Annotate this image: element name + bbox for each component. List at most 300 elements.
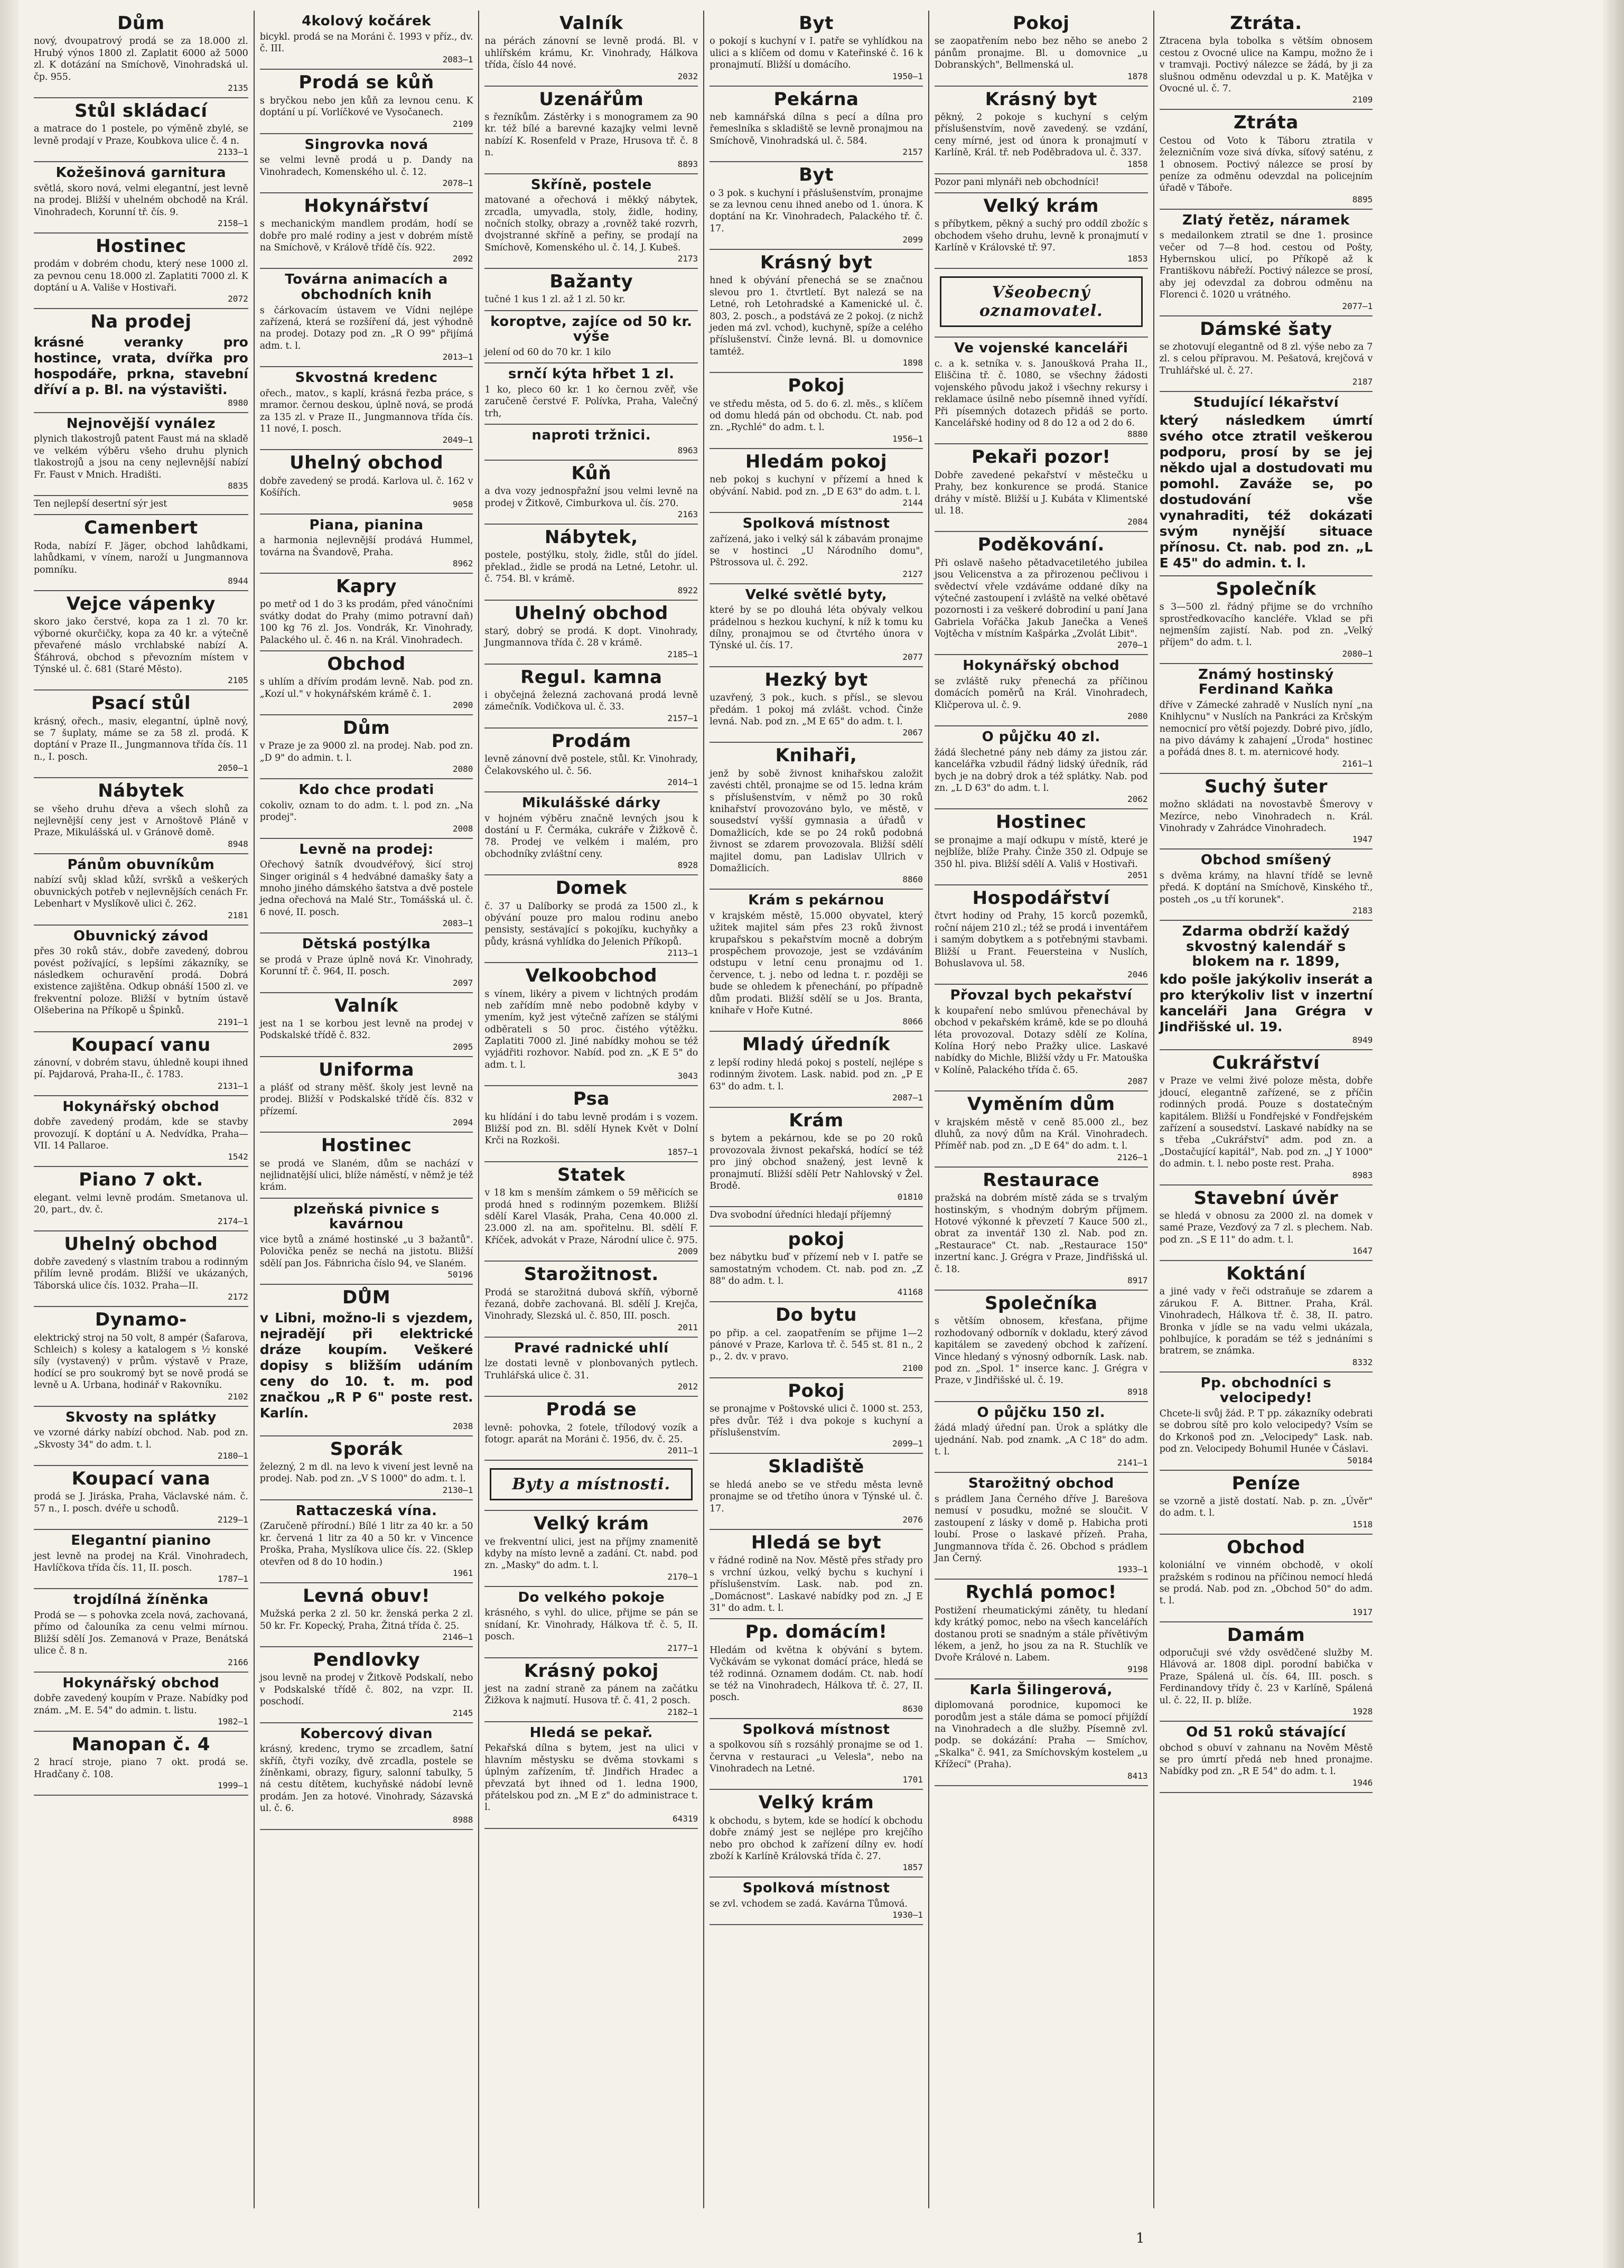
classified-ad [34,98,248,162]
ad-text: s 3—500 zl. řádný přijme se do vrchního sprostředkovacího kancléře. Vklad se při nejmenším zajistí. Nab. pod zn. „Velký příjem" do adm. t. l. [1159,602,1373,648]
ad-heading: Do velkého pokoje [518,1589,665,1606]
ad-text: hned k obývání přenechá se se značnou slevou pro 1. čtvrtletí. Byt nalezá se na Letné, roh Letohradské a Kamenické ul. č. 803, 2. posch., a podstává ze 2 pokoj. (z nichž jeden má zvl. vchod), kuchyně, spíže a celého příslušenství. Činže levná. Bl. u domovnice tamtéž. [710,275,923,357]
ad-heading: Domek [555,878,627,899]
ad-heading: Prodá se [546,1399,637,1421]
ad-heading: Dům [342,717,390,739]
ad-reference-number: 8895 [1352,194,1373,204]
ad-heading: Suchý šuter [1204,776,1328,797]
page-number: 1 [1136,2230,1145,2246]
ad-text: pěkný, 2 pokoje s kuchyní s celým příslušenstvím, nově zavedený. se vzdání, ceny mírné, jest od února k pronajmutí v Karlíně, Král. tř. neb Poděbradova ul. č. 337. [934,111,1148,158]
ad-heading: Hokynářský obchod [62,1098,220,1115]
ad-reference-number: 2014—1 [667,777,698,788]
ad-reference-number: 2105 [228,675,248,686]
classified-ad [34,515,248,591]
ad-text: zánovní, v dobrém stavu, úhledně koupi ihned pí. Pajdarová, Praha-II., č. 1783. [34,1057,248,1080]
classified-ad [484,729,698,792]
classified-ad [34,1307,248,1406]
classified-ad [34,1466,248,1530]
ad-heading: Uzenářům [539,88,644,110]
ad-text: Hledám od května k obývání s bytem. Vyčkávám se vykonat domácí práce, hledá se též rodinná. Oznamem dodám. Ct. nab. hodí se též na Vinohradech, Hálkova tř. č. 27, II. posch. [710,1645,923,1703]
ad-text: Ořechový šatník dvoudvéřový, šicí stroj Singer originál s 4 hedvábné damašky šaty a mnoho jiného dámského šatstva a dvě postele jedna ořechová na Malé Str., Tomášská ul. č. 6 nové, II. posch. [259,860,473,918]
classified-ad [484,1338,698,1397]
ad-heading: Hledám pokoj [745,451,888,472]
ad-heading: Byt [799,13,834,34]
classified-ad [484,1461,698,1511]
ad-heading: Rattaczeská vína. [295,1502,437,1519]
ad-reference-number: 2077—1 [1342,301,1373,311]
ad-bold-text: v Libni, možno-li s vjezdem, nejradějí při elektrické dráze koupím. Veškeré dopisy s bližším udáním ceny do 10. t. m. pod značkou „R P 6" poste rest. Karlín. [259,1310,473,1421]
classified-ad [935,985,1148,1091]
ad-reference-number: 41168 [897,1287,923,1298]
ad-heading: Známý hostinský Ferdinand Kaňka [1198,666,1334,698]
classified-ad [260,1057,473,1133]
classified-ad [260,1199,473,1285]
classified-ad [710,890,923,1032]
ad-reference-number: 2050—1 [217,763,248,773]
classified-ad [484,363,698,425]
classified-ad [34,1589,248,1672]
classified-ad [1160,210,1373,316]
classified-ad [935,1291,1148,1402]
ad-reference-number: 1898 [902,358,923,368]
ad-heading: Vyměním dům [967,1094,1115,1115]
page-right-edge [1603,0,1624,2268]
ad-reference-number: 2183 [1352,906,1373,916]
ad-heading: Bažanty [549,271,633,293]
ad-reference-number: 8630 [902,1703,923,1714]
ad-heading: Uhelný obchod [290,452,444,474]
ad-heading: 4kolový kočárek [302,13,432,29]
ad-text: Chcete-li svůj žád. P. T pp. zákazníky odebrati se dobrou sítě pro kolo velocipedy? Vsím se do Krkonoš pod zn. „Velocipedy" Lask. nab. pod zn. Velocipedy Bohumil Hunée v Čáslavi. [1159,1408,1373,1455]
ad-reference-number: 2038 [452,1421,473,1431]
ad-text: plynich tlakostrojů patent Faust má na skladě ve velkém výběru všeho druhu plynich tlakostrojů a jsou na ceny nejlevnější nabízí Fr. Faust v Mnich. Hradišti. [34,434,248,480]
ad-heading: Továrna animacích a obchodních knih [285,272,448,303]
ad-text: se pronajme v Poštovské ulici č. 1000 st. 253, přes dvůr. Též i dva pokoje s kuchyní a příslušenstvím. [710,1404,923,1439]
ad-text: obchod s obuví v zahnanu na Nověm Městě se pro úmrtí předá neb hned pronajme. Nabídky pod zn. „R E 54" do adm. t. l. [1159,1742,1373,1777]
ad-text: a harmonia nejlevnější prodává Hummel, továrna na Švandově, Praha. [259,535,473,558]
ad-text: možno skládati na novostavbě Šmerovy v Mezírce, nebo Vinohradech n. Král. Vinohrady v Zahrádce Vinohradech. [1159,799,1373,834]
ad-reference-number: 2080 [1127,711,1148,722]
ad-text: se zaopatřením nebo bez něho se anebo 2 pánům pronajme. Bl. u domovnice „u Dobranských", Bellmenská ul. [934,36,1148,71]
ad-text: které by se po dlouhá léta obývaly velkou prádelnou s hezkou kuchyní, k níž k tomu ku dílny, pronajmou se od čtvrtého února v Týnské ul. čís. 17. [710,605,923,651]
ad-heading: Statek [557,1164,626,1186]
ad-heading: Nábytek [98,780,184,802]
ad-heading: Manopan č. 4 [71,1733,210,1755]
classified-ad [260,934,473,993]
ad-text: s prádlem Jana Černého dříve J. Barešova nemusí v posudku, možné se sloučit. V zastoupení z lásky v domě p. Habicha proti loubí. Prose o laskavé přízeň. Praha, Jungmannova třída č. 26. Obchod s prádlem Jan Černý. [934,1494,1148,1564]
ad-text: v Praze ve velmi živé poloze města, dobře jdoucí, elegantně zařízené, se z příčin rodinných prodá. Pouze s dostatečným kapitálem. Bližší u Fondřejské v Fondřejském zařízení a sousedství. Laskavé nabídky na se s třeba „Cukrářství" adm. pod zn. a „Dostačující kapitál", Nab. pod zn. „J Y 1000" do admin. t. l. nebo poste rest. Praha. [1159,1076,1373,1170]
classified-ad [1160,1535,1373,1622]
ad-heading: Psací stůl [91,693,191,714]
ad-text: žádá šlechetné pány neb dámy za jistou zár. kancelářka vzbudil řádný lidský úředník, rád bych je na dobrý drok a též splátky. Nab. pod zn. „L D 63" do adm. t. l. [934,747,1148,794]
classified-ad [1160,1471,1373,1535]
classified-ad [260,779,473,838]
ad-reference-number: 2161—1 [1342,758,1373,769]
classified-ad [484,1722,698,1829]
ad-heading: Cukrářství [1212,1052,1320,1074]
ad-heading: Přovzal bych pekařství [950,987,1132,1004]
ad-heading: Společník [1216,578,1317,600]
ad-text: ve frekventní ulici, jest na příjmy znamenitě kdyby na místo levně a zadání. Ct. nabd. pod zn. „Masky" do adm. t. l. [484,1536,698,1571]
classified-columns [29,11,1603,2208]
ad-reference-number: 2113—1 [667,948,698,958]
classified-ad [484,1162,698,1262]
ad-reference-number: 8922 [677,585,698,595]
page-left-edge [0,0,19,2268]
ad-heading: pokoj [788,1228,845,1250]
ad-heading: koroptve, zajíce od 50 kr. výše [490,313,693,345]
classified-ad [710,1108,923,1207]
ad-text: skoro jako čerstvé, kopa za 1 zl. 70 kr. výborné okurčičky, kopa za 40 kr. a výtečně převařené máslo vrchlabské nabízí A. Šťáhrová, obchod s převozním místem v Týnské ul. č. 681 (Staré Město). [34,617,248,675]
ad-reference-number: 2163 [677,509,698,519]
classified-ad [34,496,248,515]
ad-text: Prodá se — s pohovka zcela nová, zachovaná, přímo od čalouníka za cenu velmi mírnou. Bližší sdělí Jos. Zemanová v Praze, Benátská ulice č. 8 n. [34,1610,248,1657]
ad-text: k koupaření nebo smlúvou přenechával by obchod v pekařském krámě, kde se po dlouhá léta provozoval. Dotazy sdělí ze Kolína, Kolína Horý nebo Pražky ulice. Laskavé nabídky do Michle, Bližší vždy u Fr. Matouška v Kolíně, Palackého třída č. 65. [934,1005,1148,1076]
ad-heading: Hezký byt [764,669,868,690]
ad-reference-number: 2032 [677,71,698,81]
classified-ad [484,525,698,601]
ad-text: dříve v Zámecké zahradě v Nuslích nyní „na Knihlycnu" v Nuslích na Pankráci za Krčským nemocnicí pro větší pojezdy. Dobré pivo, jídlo, na pivo dávámy k zahajení „Úroda" hostinec a pořádá dnes 8. t. m. aternicové hody. [1159,699,1373,758]
ad-heading: Obchod smíšený [1200,852,1332,869]
ad-heading: srnčí kýta hřbet 1 zl. [508,366,675,382]
classified-ad [1160,921,1373,1050]
ad-text: se hledá v obnosu za 2000 zl. na domek v samé Praze, Vezďový za 7 zl. s plechem. Nab. pod zn. „S E 11" do adm. t. l. [1159,1210,1373,1245]
ad-heading: Krám [789,1110,844,1131]
ad-heading: Vejce vápenky [66,593,216,614]
ad-text: dobře zavedený prodám, kde se stavby provozují. K doptání u A. Nedvídka, Praha—VII. 14 Pallaroe. [34,1117,248,1152]
ad-reference-number: 2099 [902,235,923,245]
ad-text: Dobře zavedené pekařství v městečku u Prahy, bez konkurence se prodá. Stanice dráhy v místě. Bližší u J. Kubáta v Klimentské ul. 18. [934,470,1148,516]
ad-text: prodá se J. Jiráska, Praha, Václavské nám. č. 57 n., I. posch. dvéře u schodů. [34,1491,248,1514]
classified-ad [34,162,248,234]
ad-text: s medailonkem ztratil se dne 1. prosince večer od 7—8 hod. cestou od Pošty, Hybernskou ulicí, po Příkopě až k Františkovu nábřeží. Poctivý nálezce se prosí, aby jej odevzdal za dobrou odměnu na Florenci č. 1020 u vrátného. [1159,230,1373,301]
classified-ad [484,87,698,174]
ad-reference-number: 1647 [1352,1246,1373,1256]
classified-ad [1160,1186,1373,1262]
ad-text: uzavřený, 3 pok., kuch. s přísl., se slevou předám. 1 pokoj má zvlášt. vchod. Činže levná. Nab. pod zn. „M E 65" do adm. t. l. [710,693,923,727]
classified-ad [710,1719,923,1790]
classified-ad [260,715,473,779]
ad-reference-number: 2011 [677,1322,698,1332]
classified-ad [260,134,473,193]
classified-ad [484,792,698,875]
ad-text: i obyčejná železná zachovaná prodá levně zámečník. Vodičkova ul. č. 33. [484,690,698,713]
ad-text: přes 30 roků stáv., dobře zavedený, dobrou povést požívající, s lepšími zákazníky, se následkem ochuravění prodá. Dobrá existence zajištěna. Odkup obnáší 1500 zl. ve frekventní poloze. Bližší v bytním ústavě Olšeberina na Příkopě u Špinků. [34,946,248,1016]
classified-ad [935,1679,1148,1786]
ad-text: postele, postýlku, stoly, židle, stůl do jídel. překlad., židle se prodá na Letné, Letohr. ul. č. 754. Bl. v krámě. [484,550,698,585]
ad-reference-number: 2087—1 [892,1093,923,1103]
classified-ad [710,743,923,890]
ad-text: s vínem, likéry a pivem v lichtných prodám neb zařídím mně nebo podobně kdyby v ymením, kyž jest výtečně zařízen se stálými odběrateli s 50 proc. čistého výtěžku. Zaplatiti 7000 zl. Jiné nabídky mohou se též vyjádřiti rozhovor. Nabíd. pod zn. „K E 5" do adm. t. l. [484,988,698,1070]
ad-text: jelení od 60 do 70 kr. 1 kilo [484,347,611,358]
ad-text: s dvěma krámy, na hlavní třídě se levně předá. K doptání na Smíchově, Kinského tř., posteh „os „u tří korunek". [1159,871,1373,905]
ad-text: se zvláště ruky přenechá za příčinou domácích poměrů na Král. Vinohradech, Kličperova ul. č. 9. [934,676,1148,711]
ad-text: bicykl. prodá se na Moráni č. 1993 v příz., dv. č. III. [259,31,473,54]
ad-text: odporučuji své vždy osvědčené služby M. Hlávová ar. 1808 dipl. porodní babička v Praze, Spálená ul. čís. 64, III. posch. s Ferdinandovy třídy č. 23 v Karlíně, Spálená ul. č. 22, II. p. blíže. [1159,1648,1373,1706]
ad-text: Pozor pani mlynáři neb obchodníci! [934,176,1099,188]
ad-heading: Krásný pokoj [524,1660,659,1682]
ad-text: v hojném výběru značně levných jsou k dostání u F. Čermáka, cukráře v Žižkově č. 78. Prodej ve velkém i malém, pro obchodníky zvláštní ceny. [484,813,698,860]
ad-text: vice bytů a známé hostinské „u 3 bažantů". Polovička peněz se nechá na jistotu. Bližší sdělí pan Jos. Fábnricha číslo 94, ve Slaném. [259,1235,473,1269]
ad-reference-number: 2135 [228,82,248,93]
classified-ad [935,532,1148,655]
classified-ad [484,174,698,269]
ad-reference-number: 2070—1 [1117,640,1148,650]
column-1 [29,11,254,2208]
classified-ad [484,1262,698,1338]
ad-heading: Ztráta [1234,112,1299,134]
ad-text: se prodá v Praze úplně nová Kr. Vinohrady, Korunní tř. č. 964, II. posch. [259,954,473,977]
ad-reference-number: 8880 [1127,429,1148,440]
classified-ad [260,70,473,134]
ad-text: se vzorně a jistě dostatí. Nab. p. zn. „Úvěr" do adm. t. l. [1159,1496,1373,1519]
ad-heading: Do bytu [776,1304,857,1326]
ad-text: jest levně na prodej na Král. Vinohradech, Havlíčkova třída čís. 11, II. posch. [34,1551,248,1574]
column-3 [478,11,703,2208]
ad-reference-number: 2062 [1127,794,1148,805]
ad-reference-number: 2174—1 [217,1216,248,1226]
ad-text: starý, dobrý se prodá. K dopt. Vinohrady, Jungmannova třída č. 28 v krámě. [484,626,698,649]
ad-text: levně: pohovka, 2 fotele, třílodový vozík a fotogr. aparát na Moráni č. 1956, dv. č. 25. [484,1422,698,1445]
classified-ad [260,450,473,514]
ad-heading: Uniforma [319,1059,414,1080]
ad-reference-number: 1853 [1127,254,1148,264]
classified-ad [1160,850,1373,921]
ad-text: v krajském městě v ceně 85.000 zl., bez dluhů, za nový dům na Král. Vinohradech. Příměř nab. pod zn. „D E 64" do adm. t. l. [934,1117,1148,1152]
ad-reference-number: 1787—1 [217,1574,248,1584]
ad-heading: Pp. domácím! [745,1621,888,1643]
ad-text: a jiné vady v řeči odstraňuje se zdarem a zárukou F. A. Bittner. Praha, Král. Vinohradech, Hálkova tř. č. 38, II. patro. Bronka v jídle se na vadu velmi ukázala, pohlbujíce, k poradám se též s jednáními s bratrem, se známka. [1159,1286,1373,1357]
classified-ad [484,1587,698,1658]
ad-heading: Damám [1227,1624,1305,1646]
classified-ad [260,1133,473,1199]
ad-text: 1 ko, pleco 60 kr. 1 ko černou zvěř, vše zaručeně čerstvé F. Polívka, Praha, Valečný trh, [484,385,698,419]
ad-heading: Pp. obchodníci s velocipedy! [1200,1375,1332,1406]
ad-heading: Stavební úvěr [1193,1187,1339,1209]
ad-reference-number: 2180—1 [217,1450,248,1461]
ad-heading: naproti tržnici. [531,427,651,444]
classified-ad [1160,1261,1373,1373]
ad-heading: Krásný byt [760,252,873,274]
classified-ad [484,1511,698,1587]
classified-ad [710,1530,923,1619]
classified-ad [935,1473,1148,1580]
classified-ad [34,1096,248,1168]
ad-heading: Uhelný obchod [514,602,668,624]
ad-text: o pokojí s kuchyní v I. patře se vyhlídkou na ulici a s klíčem od domu v Kateřinské č. 16 k pronajmutí. Bližší u domácího. [710,36,923,71]
classified-ad [1160,1050,1373,1186]
ad-text: Pekařská dílna s bytem, jest na ulici v hlavním městysku se dvěma stovkami s úplným zařízením, tř. Jindřich Hradec a převzatá byt ihned od 1. ledna 1900, přátelskou pod zn. „M E z" do administrace t. l. [484,1743,698,1813]
classified-ad [710,1032,923,1108]
ad-reference-number: 2095 [452,1041,473,1052]
ad-heading: Prodám [551,730,631,752]
ad-text: nabízí svůj sklad kůží, svršků a veškerých obuvnických potřeb v nejlevnějších cenách Fr. Lebenhart v Myslíkově ulici č. 262. [34,875,248,910]
ad-text: dobře zavedený s vlastním trabou a rodinným přilím levně prodám. Bližší ve ukázaných, Táborská ulice čís. 1032. Praha—II. [34,1257,248,1291]
ad-heading: Dům [117,13,165,34]
ad-heading: DŮM [342,1287,391,1309]
classified-ad [260,367,473,450]
ad-heading: Mladý úředník [742,1034,891,1056]
ad-text: ve středu města, od 5. do 6. zl. měs., s klíčem od domu hledá pán od obchodu. Ct. nab. pod zn. „Rychlé" do adm. t. l. [710,398,923,433]
ad-heading: Dámské šaty [1200,318,1332,340]
ad-heading: Karla Šilingerová, [969,1682,1113,1698]
ad-heading: Skříně, postele [530,176,652,193]
ad-heading: O půjčku 40 zl. [982,729,1100,745]
ad-heading: Mikulášské dárky [522,795,661,811]
ad-reference-number: 2078—1 [442,178,473,188]
classified-ad [260,1500,473,1583]
ad-text: se zhotovují elegantně od 8 zl. výše nebo za 7 zl. s celou přípravou. M. Pešatová, krejčová v Truhlářské ul. č. 27. [1159,342,1373,376]
classified-ad [260,1583,473,1647]
column-2 [254,11,479,2208]
ad-text: s uhlím a dřívím prodám levně. Nab. pod zn. „Kozí ul." v hokynářském krámě č. 1. [259,677,473,699]
classified-ad [260,993,473,1057]
ad-text: o 3 pok. s kuchyní i přáslušenstvím, pronajme se za levnou cenu ihned anebo od 1. února. K doptání na Kr. Vinohradech, Palackého tř. č. 17. [710,188,923,234]
classified-ad [260,1723,473,1830]
ad-reference-number: 8917 [1127,1275,1148,1285]
classified-ad [1160,1722,1373,1793]
ad-heading: Kobercový divan [300,1725,433,1742]
classified-ad [484,311,698,364]
ad-reference-number: 2144 [902,497,923,508]
ad-heading: Kožešinová garnitura [55,165,227,181]
ad-reference-number: 2166 [228,1657,248,1667]
ad-reference-number: 1999—1 [217,1780,248,1791]
ad-reference-number: 1917 [1352,1607,1373,1617]
ad-text: c. a k. setníka v. s. Janoušková Praha II., Eliščina tř. č. 1080, se všechny žádosti vojenského původu jakož i všechny rekursy i reklamace úsilně nebo písemně ihned vyřídí. Při písemných dotazech přidáš se porto. Kancelářské hodiny od 8 do 12 a od 2 do 6. [934,359,1148,429]
classified-ad [260,515,473,574]
classified-ad [935,174,1148,193]
ad-reference-number: 2129—1 [217,1515,248,1525]
classified-ad [484,461,698,525]
ad-heading: Skladiště [768,1456,864,1478]
ad-text: Roda, nabízí F. Jäger, obchod lahůdkami, lahůdkami, v vínem, naroží u Jungmannova pomníku. [34,540,248,575]
ad-reference-number: 1701 [902,1775,923,1785]
ad-heading: Pravé radnické uhlí [514,1340,669,1356]
ad-text: diplomovaná porodnice, kupomoci ke porodům jest a stále dáma se pomocí přijíždí na Vinohradech a dle služby. Písemně zvl. podp. se dokázání: Praha — Smíchov, „Skalka" č. 941, za Smíchovským kostelem „u Křížecí" (Praha). [934,1700,1148,1770]
ad-heading: Psa [573,1088,610,1110]
ad-text: neb kamnářská dílna s pecí a dílna pro řemeslníka s skladiště se levně pronajmou na Smíchově, Vinohradská ul. č. 584. [710,111,923,146]
ad-reference-number: 1950—1 [892,71,923,81]
ad-reference-number: 8988 [452,1814,473,1825]
ad-text: Při oslavě našeho pětadvacetiletého jubilea jsou Velicenstva a za přirozenou pečlivou i svědectví vřele vzdáváme oddané díky na výtečné zastoupení i zvláště na velké obětavé pozornosti i za veškeré dobrodiní u paní Jana Gabriela Vořáčka Jakub Janečka a Veneš Vojtěcha v místním Kašpárka „Zvolát Libit". [934,557,1148,640]
classified-ad [1160,392,1373,576]
ad-heading: Knihaři, [775,745,857,767]
classified-ad [484,1086,698,1162]
classified-ad [484,1397,698,1461]
ad-reference-number: 1857—1 [667,1146,698,1157]
ad-reference-number: 8918 [1127,1386,1148,1397]
ad-reference-number: 2072 [228,294,248,304]
ad-text: světlá, skoro nová, velmi elegantní, jest levně na prodej. Bližší v uhelném obchodě na Král. Vinohradech, Korunní tř. čís. 9. [34,183,248,218]
ad-reference-number: 2011—1 [667,1445,698,1456]
classified-ad [710,1207,923,1226]
ad-heading: Ve vojenské kanceláři [954,340,1128,357]
classified-ad [935,87,1148,174]
classified-ad [34,1032,248,1096]
classified-ad [260,574,473,651]
ad-reference-number: 2087 [1127,1076,1148,1087]
ad-reference-number: 50196 [447,1270,473,1280]
ad-text: a plášť od strany měšť. školy jest levně na prodej. Bližší v Podskalské třídě čís. 832 v přízemí. [259,1082,473,1117]
classified-ad [34,413,248,496]
classified-ad [710,667,923,743]
ad-heading: Velké světlé byty, [745,586,888,603]
ad-text: jest na 1 se korbou jest levně na prodej v Podskalské třídě č. 832. [259,1018,473,1041]
ad-heading: Ztráta. [1230,13,1302,34]
classified-ad [935,269,1148,338]
ad-text: po metř od 1 do 3 ks prodám, před vánočními svátky dodat do Prahy (mimo potravní daň) 100 kg 76 zl. Jos. Vondrák, Kr. Vinohrady, Palackého ul. č. 46 n. na Král. Vinohradech. [259,599,473,646]
ad-reference-number: 2080—1 [1342,648,1373,659]
classified-ad [1160,110,1373,209]
ad-reference-number: 2099—1 [892,1439,923,1449]
ad-text: Cestou od Voto k Táboru ztratila v železničním voze sivá dívka, síťový saténu, z 1 obnosem. Poctivý nálezce se prosí by peníze za odměnu odevzdal na policejním úřadě v Táboře. [1159,135,1373,194]
ad-text: cokoliv, oznam to do adm. t. l. pod zn. „Na prodej". [259,800,473,823]
ad-reference-number: 2133—1 [217,147,248,157]
ad-text: Prodá se starožitná dubová skříň, výborně řezaná, dobře zachovaná. Bl. sdělí J. Krejča, Vinohrady, Slezská ul. č. 850, III. posch. [484,1287,698,1322]
classified-ad [260,1285,473,1436]
ad-text: bez nábytku buď v přízemí neb v I. patře se samostatným vchodem. Ct. nab. pod zn. „Z 88" do adm. t. l. [710,1252,923,1286]
classified-ad [710,1619,923,1719]
ad-heading: Velký krám [983,195,1099,217]
ad-heading: Valník [334,995,398,1016]
ad-reference-number: 2084 [1127,517,1148,527]
ad-reference-number: 1956—1 [892,433,923,444]
ad-text: a matrace do 1 postele, po výměně zbylé, se levně prodají v Praze, Koubkova ulice č. 4 n. [34,124,248,146]
ad-text: se pronajme a mají odkupu v místě, které je nejblíže, blíže Prahy. Činže 350 zl. Odpuje se 350 hl. piva. Bližší sdělí A. Vališ v Hostivaři. [934,835,1148,870]
ad-reference-number: 1982—1 [217,1716,248,1726]
ad-text: jenž by sobě živnost knihařskou založit zavésti chtěl, pronajme se od 15. ledna krám s příslušenstvím, v němž po 30 roků knihařství provozováno bylo, ve městě, v sousedství vyšší gymnasia a úřadů v Domažlicích, kde se po 24 roků podobná živnost se zdarem provozovala. Bližší sdělí majitel domu, pan Ladislav Ullrich v Domažlicích. [710,768,923,874]
ad-heading: Spolková místnost [742,1721,890,1738]
ad-text: železný, 2 m dl. na levo k vivení jest levně na prodej. Nab. pod zn. „V S 1000" do adm. t. l. [259,1461,473,1485]
ad-text: čtvrt hodiny od Prahy, 15 korců pozemků, roční nájem 210 zl.; též se prodá i inventářem i samým dobytkem a s potřebnými stavbami. Bližší u Frant. Feuersteina v Nuslích, Bohuslavova ul. 58. [934,911,1148,969]
classified-ad [710,11,923,87]
ad-text: tučné 1 kus 1 zl. až 1 zl. 50 kr. [484,294,626,305]
ad-text: k obchodu, s bytem, kde se hodící k obchodu dobře známý jest se nejlépe pro krejčího nebo pro obchod k zařízení dílny ev. hodí zboží k Karlíně Královská třída č. 27. [710,1815,923,1862]
ad-heading: Pánům obuvníkům [67,856,215,873]
ad-text: v 18 km s menším zámkem o 59 měřicích se prodá hned s rodinným pozemkem. Bližší sdělí Karel Vlasák, Praha, Cena 40.000 zl. 23.000 zl. na am. spořitelnu. Bl. sdělí F. Kříček, advokát v Praze, Národní ulice č. 975. [484,1188,698,1246]
classified-ad [710,373,923,449]
ad-text: se zvl. vchodem se zadá. Kavárna Tůmová. [710,1898,908,1909]
ad-reference-number: 9058 [452,499,473,509]
classified-ad [710,584,923,667]
ad-heading: Singrovka nová [304,136,428,153]
ad-reference-number: 8860 [902,874,923,885]
ad-text: elektrický stroj na 50 volt, 8 ampér (Šafarova, Schleich) s kolesy a katalogem s ½ konské síly (vystavený) v prům. výstavě v Praze, hodící se pro soukromý byt se nově prodá se levně u A. Urbana, hodinář v Rakovníku. [34,1332,248,1391]
ad-heading: Obuvnický závod [73,928,209,944]
classified-ad [34,1167,248,1231]
ad-heading: Krásný byt [985,88,1097,110]
ad-reference-number: 1858 [1127,158,1148,169]
classified-ad [1160,576,1373,664]
ad-heading: Uhelný obchod [64,1233,218,1255]
ad-heading: Obchod [1227,1536,1305,1558]
ad-heading: Od 51 roků stávající [1186,1724,1346,1741]
classified-ad [710,1878,923,1925]
ad-text: levně zánovní dvě postele, stůl. Kr. Vinohrady, Čelakovského ul. č. 56. [484,754,698,777]
ad-text: Dva svobodní úředníci hledají příjemný [710,1210,892,1221]
classified-ad [34,234,248,310]
ad-text: Mužská perka 2 zl. 50 kr. ženská perka 2 zl. 50 kr. Fr. Kopecký, Praha, Žitná třída č. 25. [259,1609,473,1631]
ad-heading: Byt [799,164,834,186]
ad-reference-number: 2145 [452,1707,473,1718]
ad-reference-number: 50184 [1347,1455,1373,1466]
classified-ad [484,11,698,87]
ad-heading: Dynamo- [95,1309,187,1331]
ad-reference-number: 2067 [902,727,923,738]
ad-reference-number: 8893 [677,158,698,169]
classified-ad [935,655,1148,726]
